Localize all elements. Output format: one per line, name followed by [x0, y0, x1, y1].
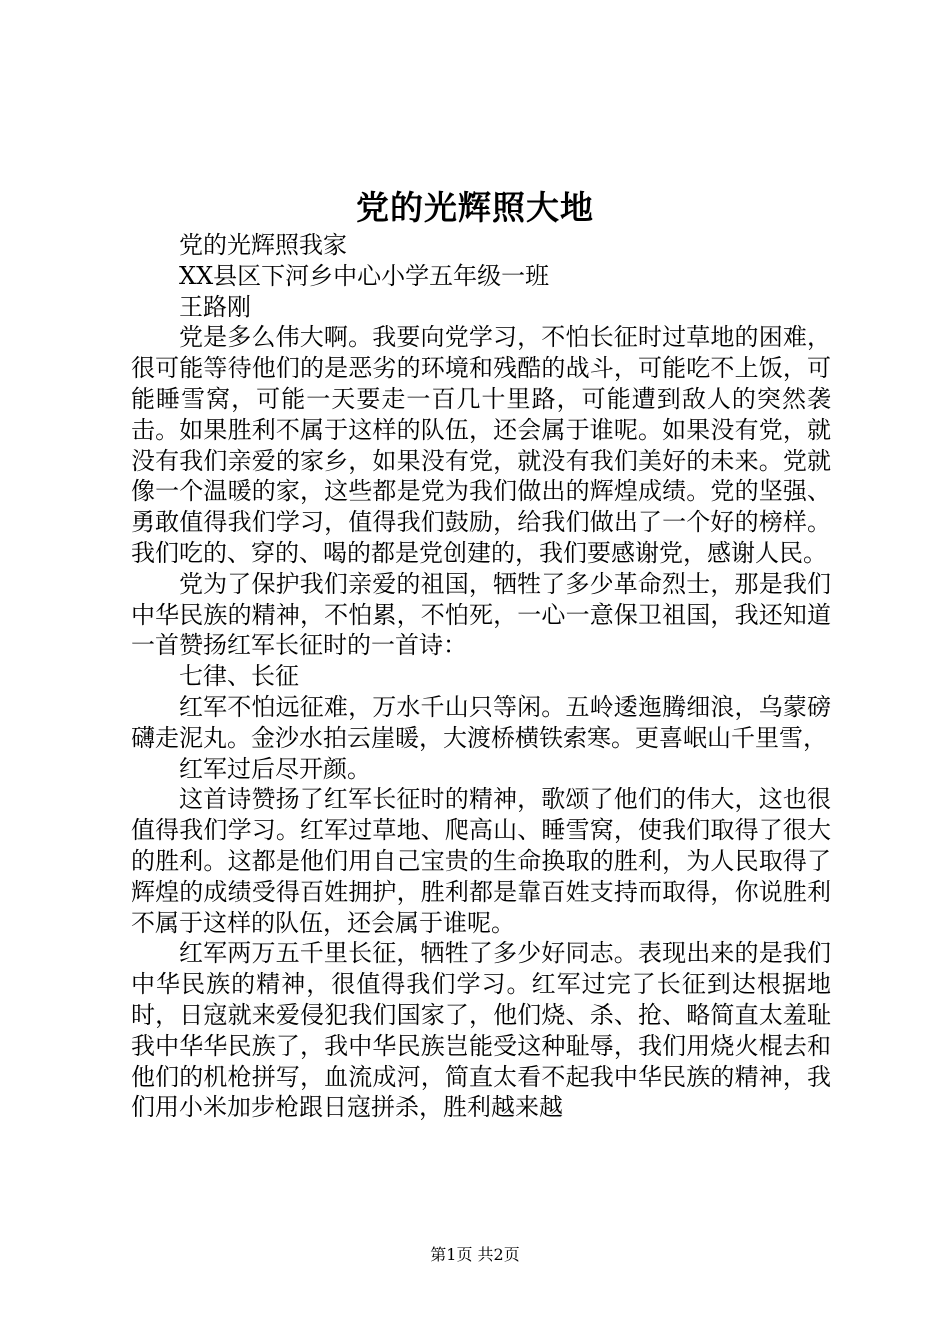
page-number-footer: 第1页 共2页 — [430, 1245, 520, 1264]
poem-lines: 红军不怕远征难，万水千山只等闲。五岭逶迤腾细浪，乌蒙磅礴走泥丸。金沙水拍云崖暖，大渡桥横铁索寒。更喜岷山千里雪， — [131, 692, 831, 752]
poem-last-line: 红军过后尽开颜。 — [179, 754, 371, 783]
body-paragraph: 这首诗赞扬了红军长征时的精神，歌颂了他们的伟大，这也很值得我们学习。红军过草地、爬高山、睡雪窝，使我们取得了很大的胜利。这都是他们用自己宝贵的生命换取的胜利，为人民取得了辉煌的成绩受得百姓拥护，胜利都是靠百姓支持而取得，你说胜利不属于这样的队伍，还会属于谁呢。 — [131, 785, 831, 937]
body-paragraph: 党为了保护我们亲爱的祖国，牺牲了多少革命烈士，那是我们中华民族的精神，不怕累，不怕死，一心一意保卫祖国，我还知道一首赞扬红军长征时的一首诗： — [131, 569, 831, 660]
body-paragraph: 红军两万五千里长征，牺牲了多少好同志。表现出来的是我们中华民族的精神，很值得我们学习。红军过完了长征到达根据地时，日寇就来爱侵犯我们国家了，他们烧、杀、抢、略简直太羞耻我中华华民族了，我中华民族岂能受这种耻辱，我们用烧火棍去和他们的机枪拼写，血流成河，简直太看不起我中华民族的精神，我们用小米加步枪跟日寇拼杀，胜利越来越 — [131, 939, 831, 1122]
body-paragraph: 党是多么伟大啊。我要向党学习，不怕长征时过草地的困难，很可能等待他们的是恶劣的环境和残酷的战斗，可能吃不上饭，可能睡雪窝，可能一天要走一百几十里路，可能遭到敌人的突然袭击。如果胜利不属于这样的队伍，还会属于谁呢。如果没有党，就没有我们亲爱的家乡，如果没有党，就没有我们美好的未来。党就像一个温暖的家，这些都是党为我们做出的辉煌成绩。党的坚强、勇敢值得我们学习，值得我们鼓励，给我们做出了一个好的榜样。我们吃的、穿的、喝的都是党创建的，我们要感谢党，感谢人民。 — [131, 323, 831, 567]
subtitle-paragraph: 党的光辉照我家 — [179, 231, 347, 259]
document-title: 党的光辉照大地 — [356, 188, 594, 227]
poem-title: 七律、长征 — [179, 662, 299, 691]
school-class-line: XX县区下河乡中心小学五年级一班 — [179, 261, 550, 290]
author-name: 王路刚 — [179, 292, 251, 321]
document-body — [131, 230, 831, 1123]
